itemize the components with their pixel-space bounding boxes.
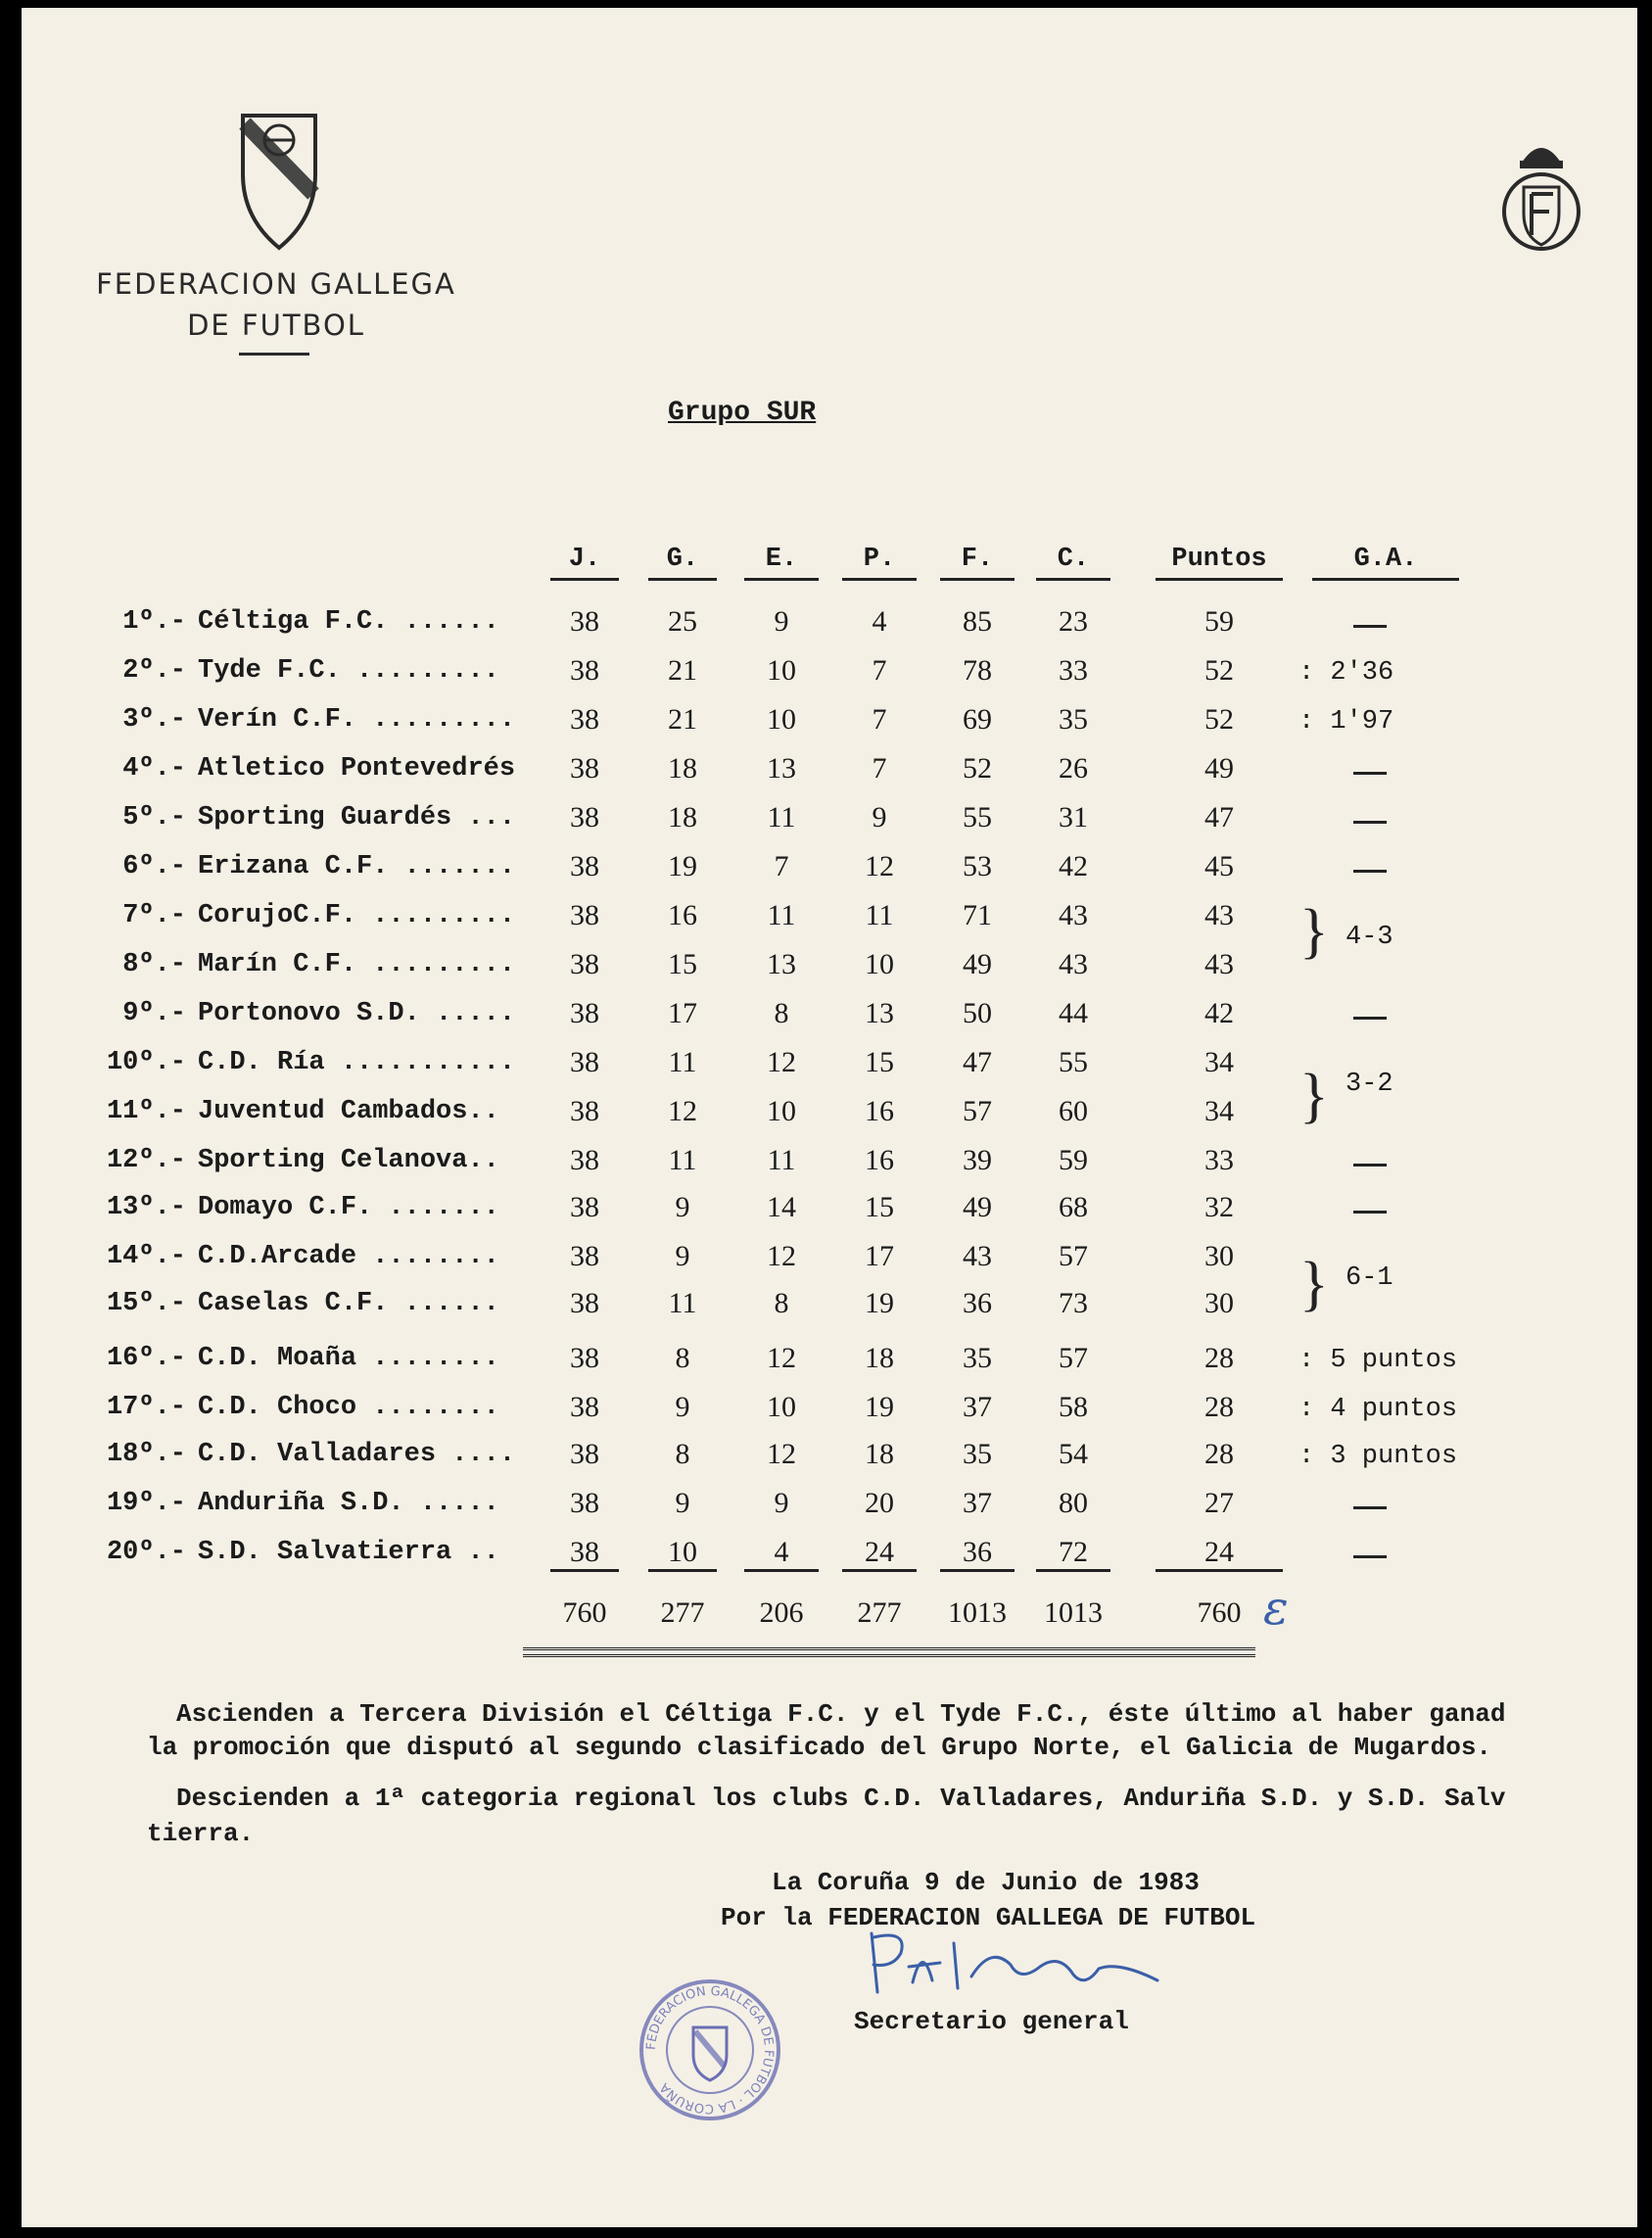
ga-value: : 5 puntos xyxy=(1298,1346,1458,1375)
rank-label: 12º.- xyxy=(106,1146,186,1175)
cell-p: 7 xyxy=(872,654,887,687)
page-title: Grupo SUR xyxy=(668,398,817,428)
cell-c: 44 xyxy=(1059,997,1088,1029)
rank-label: 11º.- xyxy=(106,1097,186,1126)
cell-g: 15 xyxy=(668,948,697,980)
cell-pts: 27 xyxy=(1204,1487,1234,1519)
team-name: C.D. Choco ........ xyxy=(198,1393,499,1422)
cell-f: 36 xyxy=(940,1536,1015,1572)
cell-j: 38 xyxy=(570,703,599,736)
cell-p: 24 xyxy=(842,1536,917,1572)
cell-j: 38 xyxy=(570,1487,599,1519)
ga-empty-dash xyxy=(1353,625,1387,628)
cell-c: 59 xyxy=(1059,1144,1088,1176)
rank-label: 10º.- xyxy=(106,1048,186,1077)
cell-p: 16 xyxy=(865,1095,894,1127)
team-name: C.D.Arcade ........ xyxy=(198,1242,499,1271)
cell-pts: 43 xyxy=(1204,948,1234,980)
rank-label: 7º.- xyxy=(122,901,186,930)
cell-f: 71 xyxy=(963,899,992,931)
cell-g: 10 xyxy=(648,1536,717,1572)
cell-j: 38 xyxy=(570,1391,599,1423)
federation-stamp xyxy=(637,1976,783,2123)
team-name: S.D. Salvatierra .. xyxy=(198,1538,499,1567)
cell-c: 80 xyxy=(1059,1487,1088,1519)
cell-f: 49 xyxy=(963,1191,992,1223)
cell-p: 20 xyxy=(865,1487,894,1519)
cell-j: 38 xyxy=(570,1095,599,1127)
rank-label: 6º.- xyxy=(122,852,186,881)
total-e: 206 xyxy=(759,1596,804,1629)
cell-g: 9 xyxy=(675,1191,690,1223)
cell-p: 19 xyxy=(865,1391,894,1423)
cell-c: 68 xyxy=(1059,1191,1088,1223)
ga-empty-dash xyxy=(1353,870,1387,873)
cell-p: 7 xyxy=(872,703,887,736)
cell-g: 8 xyxy=(675,1438,690,1470)
cell-j: 38 xyxy=(570,948,599,980)
column-header-e: E. xyxy=(744,545,819,581)
column-header-g: G. xyxy=(648,545,717,581)
cell-pts: 33 xyxy=(1204,1144,1234,1176)
rank-label: 4º.- xyxy=(122,754,186,784)
federation-crest-logo xyxy=(235,106,323,253)
team-name: Atletico Pontevedrés xyxy=(198,754,516,784)
cell-f: 55 xyxy=(963,801,992,833)
ga-value: : 1'97 xyxy=(1298,707,1394,737)
cell-f: 37 xyxy=(963,1487,992,1519)
ga-value: 3-2 xyxy=(1345,1070,1393,1099)
cell-g: 11 xyxy=(668,1287,697,1319)
cell-pts: 42 xyxy=(1204,997,1234,1029)
total-c: 1013 xyxy=(1044,1596,1103,1629)
team-name: Domayo C.F. ....... xyxy=(198,1193,499,1222)
cell-f: 78 xyxy=(963,654,992,687)
document-page xyxy=(22,8,1637,2227)
rank-label: 8º.- xyxy=(122,950,186,979)
cell-j: 38 xyxy=(550,1536,619,1572)
cell-p: 12 xyxy=(865,850,894,882)
rank-label: 2º.- xyxy=(122,656,186,686)
cell-c: 55 xyxy=(1059,1046,1088,1078)
cell-p: 7 xyxy=(872,752,887,785)
cell-p: 15 xyxy=(865,1046,894,1078)
cell-c: 43 xyxy=(1059,899,1088,931)
column-header-p: P. xyxy=(842,545,917,581)
cell-pts: 52 xyxy=(1204,703,1234,736)
ga-value: 6-1 xyxy=(1345,1263,1393,1293)
cell-j: 38 xyxy=(570,1342,599,1374)
cell-g: 18 xyxy=(668,752,697,785)
cell-g: 12 xyxy=(668,1095,697,1127)
cell-e: 9 xyxy=(774,1487,789,1519)
cell-j: 38 xyxy=(570,1438,599,1470)
cell-pts: 49 xyxy=(1204,752,1234,785)
cell-pts: 32 xyxy=(1204,1191,1234,1223)
cell-p: 19 xyxy=(865,1287,894,1319)
cell-e: 8 xyxy=(774,997,789,1029)
total-j: 760 xyxy=(562,1596,607,1629)
cell-pts: 59 xyxy=(1204,605,1234,638)
double-rule xyxy=(523,1647,1255,1657)
cell-e: 13 xyxy=(767,752,796,785)
cell-pts: 43 xyxy=(1204,899,1234,931)
cell-c: 42 xyxy=(1059,850,1088,882)
cell-j: 38 xyxy=(570,850,599,882)
cell-e: 12 xyxy=(767,1342,796,1374)
cell-g: 17 xyxy=(668,997,697,1029)
cell-e: 10 xyxy=(767,1391,796,1423)
cell-c: 58 xyxy=(1059,1391,1088,1423)
ga-value: : 2'36 xyxy=(1298,658,1394,688)
team-name: C.D. Valladares .... xyxy=(198,1440,516,1469)
cell-p: 17 xyxy=(865,1240,894,1272)
cell-f: 57 xyxy=(963,1095,992,1127)
cell-pts: 30 xyxy=(1204,1287,1234,1319)
tie-brace-14-15: } xyxy=(1299,1251,1329,1317)
cell-f: 52 xyxy=(963,752,992,785)
column-header-f: F. xyxy=(940,545,1015,581)
cell-f: 85 xyxy=(963,605,992,638)
rank-label: 18º.- xyxy=(106,1440,186,1469)
paragraph-descend-line2: tierra. xyxy=(147,1819,255,1848)
cell-pts: 45 xyxy=(1204,850,1234,882)
cell-p: 4 xyxy=(872,605,887,638)
cell-pts: 28 xyxy=(1204,1391,1234,1423)
column-header-j: J. xyxy=(550,545,619,581)
rank-label: 16º.- xyxy=(106,1344,186,1373)
cell-p: 11 xyxy=(865,899,894,931)
cell-g: 11 xyxy=(668,1046,697,1078)
cell-j: 38 xyxy=(570,654,599,687)
cell-c: 57 xyxy=(1059,1342,1088,1374)
cell-c: 33 xyxy=(1059,654,1088,687)
signature xyxy=(864,1924,1177,2002)
cell-pts: 34 xyxy=(1204,1095,1234,1127)
cell-p: 13 xyxy=(865,997,894,1029)
cell-f: 35 xyxy=(963,1342,992,1374)
column-header-pts: Puntos xyxy=(1156,545,1283,581)
cell-j: 38 xyxy=(570,801,599,833)
cell-g: 11 xyxy=(668,1144,697,1176)
cell-g: 9 xyxy=(675,1391,690,1423)
column-header-c: C. xyxy=(1036,545,1110,581)
paragraph-ascend-line2: la promoción que disputó al segundo clasificado del Grupo Norte, el Galicia de Mugardos. xyxy=(147,1733,1492,1762)
stamp-text: FEDERACION GALLEGA DE FUTBOL · LA CORUÑA xyxy=(643,1983,777,2117)
cell-f: 39 xyxy=(963,1144,992,1176)
tie-brace-10-11: } xyxy=(1299,1063,1329,1129)
org-name-line2: DE FUTBOL xyxy=(187,309,365,342)
cell-p: 18 xyxy=(865,1438,894,1470)
cell-f: 53 xyxy=(963,850,992,882)
cell-e: 4 xyxy=(744,1536,819,1572)
cell-f: 37 xyxy=(963,1391,992,1423)
cell-c: 35 xyxy=(1059,703,1088,736)
cell-g: 9 xyxy=(675,1487,690,1519)
rank-label: 17º.- xyxy=(106,1393,186,1422)
team-name: Tyde F.C. ......... xyxy=(198,656,499,686)
rank-label: 20º.- xyxy=(106,1538,186,1567)
rank-label: 9º.- xyxy=(122,999,186,1028)
cell-e: 12 xyxy=(767,1438,796,1470)
ga-empty-dash xyxy=(1353,1164,1387,1167)
cell-e: 8 xyxy=(774,1287,789,1319)
cell-pts: 30 xyxy=(1204,1240,1234,1272)
cell-j: 38 xyxy=(570,1191,599,1223)
total-g: 277 xyxy=(660,1596,705,1629)
team-name: Erizana C.F. ....... xyxy=(198,852,516,881)
cell-c: 73 xyxy=(1059,1287,1088,1319)
cell-c: 23 xyxy=(1059,605,1088,638)
ga-empty-dash xyxy=(1353,1506,1387,1509)
ga-empty-dash xyxy=(1353,1017,1387,1020)
cell-pts: 34 xyxy=(1204,1046,1234,1078)
cell-f: 49 xyxy=(963,948,992,980)
handwritten-check-mark: ε xyxy=(1263,1581,1289,1636)
cell-e: 7 xyxy=(774,850,789,882)
cell-c: 26 xyxy=(1059,752,1088,785)
cell-j: 38 xyxy=(570,899,599,931)
cell-g: 19 xyxy=(668,850,697,882)
cell-p: 15 xyxy=(865,1191,894,1223)
cell-pts: 28 xyxy=(1204,1438,1234,1470)
cell-j: 38 xyxy=(570,605,599,638)
ga-value: 4-3 xyxy=(1345,923,1393,952)
cell-e: 12 xyxy=(767,1240,796,1272)
paragraph-descend-line1: Descienden a 1ª categoria regional los clubs C.D. Valladares, Anduriña S.D. y S.D. Salv xyxy=(176,1784,1506,1813)
cell-pts: 52 xyxy=(1204,654,1234,687)
cell-j: 38 xyxy=(570,1287,599,1319)
royal-federation-crest-logo xyxy=(1498,133,1584,259)
cell-e: 10 xyxy=(767,1095,796,1127)
team-name: Anduriña S.D. ..... xyxy=(198,1489,499,1518)
rank-label: 15º.- xyxy=(106,1289,186,1318)
tie-brace-7-8: } xyxy=(1299,898,1329,965)
ga-value: : 4 puntos xyxy=(1298,1395,1458,1424)
place-date: La Coruña 9 de Junio de 1983 xyxy=(772,1868,1200,1897)
ga-empty-dash xyxy=(1353,772,1387,775)
cell-e: 9 xyxy=(774,605,789,638)
cell-c: 43 xyxy=(1059,948,1088,980)
cell-j: 38 xyxy=(570,1046,599,1078)
signer-title: Secretario general xyxy=(854,2007,1129,2036)
cell-g: 8 xyxy=(675,1342,690,1374)
cell-g: 25 xyxy=(668,605,697,638)
team-name: Verín C.F. ......... xyxy=(198,705,516,735)
cell-c: 57 xyxy=(1059,1240,1088,1272)
cell-j: 38 xyxy=(570,997,599,1029)
cell-f: 35 xyxy=(963,1438,992,1470)
cell-f: 69 xyxy=(963,703,992,736)
team-name: Marín C.F. ......... xyxy=(198,950,516,979)
cell-pts: 24 xyxy=(1156,1536,1283,1572)
team-name: Céltiga F.C. ...... xyxy=(198,607,499,637)
rank-label: 5º.- xyxy=(122,803,186,833)
total-pts: 760 xyxy=(1197,1596,1242,1629)
team-name: Caselas C.F. ...... xyxy=(198,1289,499,1318)
team-name: Juventud Cambados.. xyxy=(198,1097,499,1126)
team-name: Sporting Guardés ... xyxy=(198,803,516,833)
cell-f: 43 xyxy=(963,1240,992,1272)
rank-label: 3º.- xyxy=(122,705,186,735)
team-name: CorujoC.F. ......... xyxy=(198,901,516,930)
cell-p: 10 xyxy=(865,948,894,980)
column-header-ga: G.A. xyxy=(1312,545,1459,581)
team-name: C.D. Moaña ........ xyxy=(198,1344,499,1373)
cell-c: 72 xyxy=(1036,1536,1110,1572)
cell-e: 11 xyxy=(767,899,796,931)
cell-j: 38 xyxy=(570,1240,599,1272)
cell-e: 11 xyxy=(767,1144,796,1176)
cell-p: 9 xyxy=(872,801,887,833)
cell-e: 10 xyxy=(767,654,796,687)
cell-g: 21 xyxy=(668,703,697,736)
team-name: Portonovo S.D. ..... xyxy=(198,999,516,1028)
total-p: 277 xyxy=(857,1596,902,1629)
cell-e: 13 xyxy=(767,948,796,980)
cell-p: 18 xyxy=(865,1342,894,1374)
team-name: C.D. Ría ........... xyxy=(198,1048,516,1077)
rank-label: 13º.- xyxy=(106,1193,186,1222)
cell-c: 60 xyxy=(1059,1095,1088,1127)
cell-j: 38 xyxy=(570,752,599,785)
cell-c: 31 xyxy=(1059,801,1088,833)
cell-g: 21 xyxy=(668,654,697,687)
ga-empty-dash xyxy=(1353,821,1387,824)
cell-f: 47 xyxy=(963,1046,992,1078)
org-name-line1: FEDERACION GALLEGA xyxy=(96,267,456,301)
cell-j: 38 xyxy=(570,1144,599,1176)
org-name-underline xyxy=(239,353,309,356)
cell-pts: 28 xyxy=(1204,1342,1234,1374)
federation-by-line: Por la FEDERACION GALLEGA DE FUTBOL xyxy=(721,1903,1256,1932)
paragraph-ascend-line1: Ascienden a Tercera División el Céltiga F.C. y el Tyde F.C., éste último al haber ganad xyxy=(176,1699,1506,1729)
team-name: Sporting Celanova.. xyxy=(198,1146,499,1175)
rank-label: 14º.- xyxy=(106,1242,186,1271)
ga-empty-dash xyxy=(1353,1555,1387,1558)
rank-label: 19º.- xyxy=(106,1489,186,1518)
total-f: 1013 xyxy=(948,1596,1007,1629)
cell-e: 12 xyxy=(767,1046,796,1078)
cell-pts: 47 xyxy=(1204,801,1234,833)
cell-g: 18 xyxy=(668,801,697,833)
cell-e: 11 xyxy=(767,801,796,833)
cell-f: 36 xyxy=(963,1287,992,1319)
cell-e: 10 xyxy=(767,703,796,736)
cell-g: 9 xyxy=(675,1240,690,1272)
cell-p: 16 xyxy=(865,1144,894,1176)
cell-c: 54 xyxy=(1059,1438,1088,1470)
cell-f: 50 xyxy=(963,997,992,1029)
rank-label: 1º.- xyxy=(122,607,186,637)
cell-e: 14 xyxy=(767,1191,796,1223)
ga-empty-dash xyxy=(1353,1211,1387,1214)
ga-value: : 3 puntos xyxy=(1298,1442,1458,1471)
cell-g: 16 xyxy=(668,899,697,931)
